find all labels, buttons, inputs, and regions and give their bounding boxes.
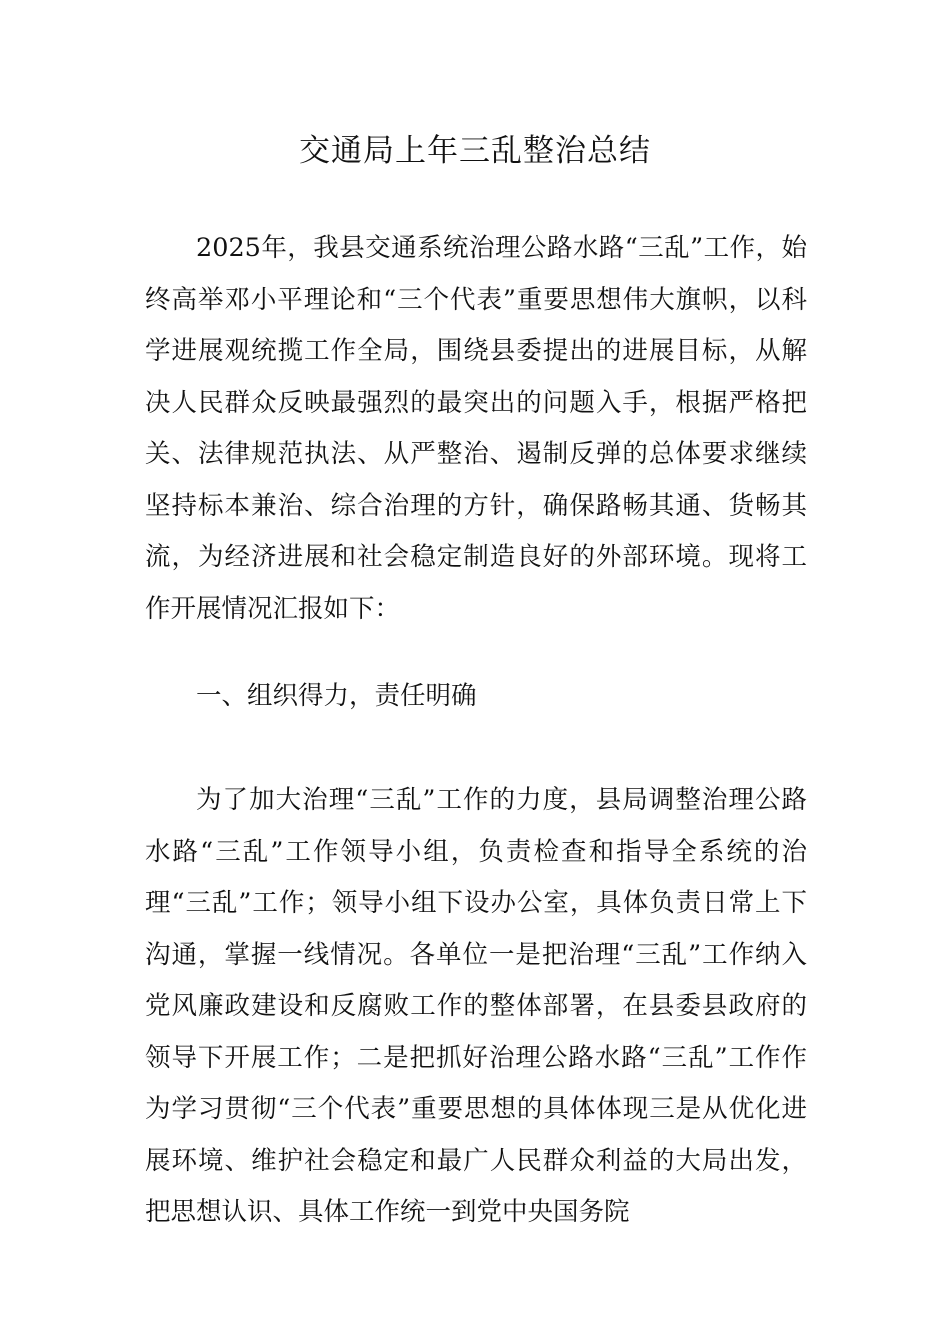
section-heading-1: 一、组织得力，责任明确 bbox=[196, 681, 477, 711]
paragraph-intro: 2025年，我县交通系统治理公路水路“三乱”工作，始终高举邓小平理论和“三个代表”重要思想伟大旗帜，以科学进展观统揽工作全局，围绕县委提出的进展目标，从解决人民群众反映最强烈的最突出的问题入手，根据严格把关、法律规范执法、从严整治、遏制反弹的总体要求继续坚持标本兼治、综合治理的方针，确保路畅其通、货畅其流，为经济进展和社会稳定制造良好的外部环境。现将工作开展情况汇报如下： bbox=[145, 233, 807, 624]
document-title: 交通局上年三乱整治总结 bbox=[299, 133, 651, 169]
paragraph-section-1: 为了加大治理“三乱”工作的力度，县局调整治理公路水路“三乱”工作领导小组，负责检查和指导全系统的治理“三乱”工作；领导小组下设办公室，具体负责日常上下沟通，掌握一线情况。各单位一是把治理“三乱”工作纳入党风廉政建设和反腐败工作的整体部署，在县委县政府的领导下开展工作；二是把抓好治理公路水路“三乱”工作作为学习贯彻“三个代表”重要思想的具体体现三是从优化进展环境、维护社会稳定和最广人民群众利益的大局出发，把思想认识、具体工作统一到党中央国务院 bbox=[145, 785, 807, 1227]
